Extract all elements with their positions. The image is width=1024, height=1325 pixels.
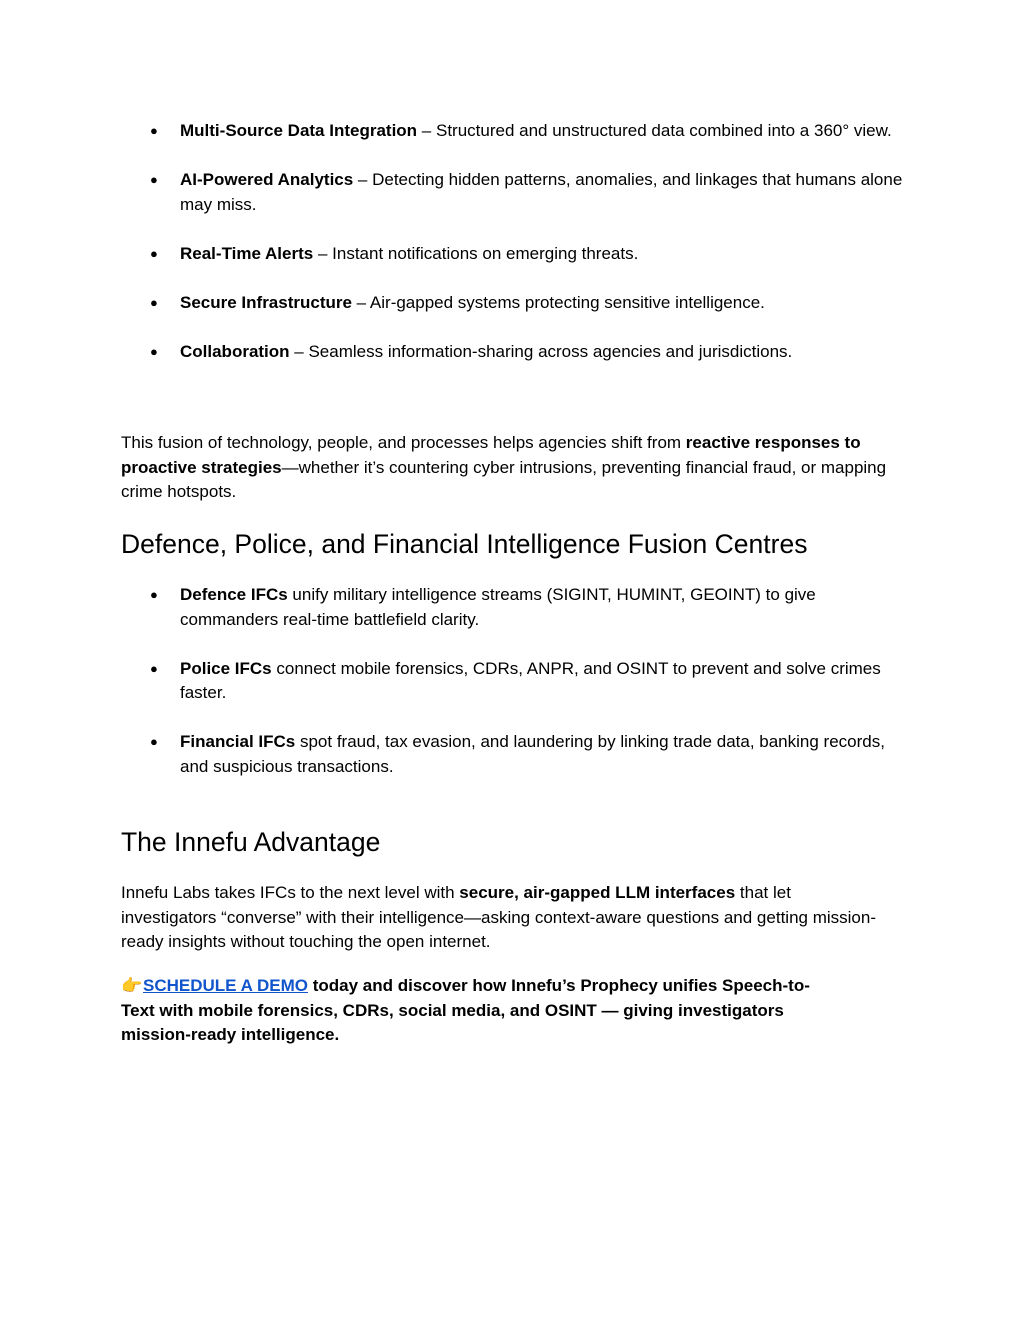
- list-item: [150, 657, 910, 706]
- fusion-paragraph: [121, 431, 911, 505]
- bullet-icon: ●: [150, 734, 158, 749]
- bullet-icon: ●: [150, 245, 158, 261]
- advantage-text-before: Innefu Labs takes IFCs to the next level with: [121, 883, 460, 902]
- bullet-icon: ●: [150, 343, 158, 359]
- feature-title: Multi-Source Data Integration: [180, 121, 418, 140]
- list-item: [150, 730, 910, 779]
- feature-text: – Air-gapped systems protecting sensitive intelligence.: [351, 292, 765, 312]
- advantage-text-after: that let investigators “converse” with their intelligence—asking context-aware questions and getting mission-ready insights without touching the open internet.: [121, 883, 876, 951]
- cta-text: today and discover how Innefu’s Prophecy unifies Speech-to-Text with mobile forensics, CDRs, social media, and OSINT — giving investigators mission-ready intelligence.: [121, 976, 810, 1044]
- fusion-text-after: —whether it’s countering cyber intrusions, preventing financial fraud, or mapping crime hotspots.: [121, 457, 887, 501]
- list-item: [150, 340, 910, 365]
- feature-text: – Detecting hidden patterns, anomalies, and linkages that humans alone may miss.: [180, 170, 903, 214]
- fusion-text-bold: reactive responses to proactive strategies: [121, 433, 861, 477]
- ifc-title: Defence IFCs: [180, 585, 288, 604]
- ifc-text: unify military intelligence streams (SIGINT, HUMINT, GEOINT) to give commanders real-time battlefield clarity.: [180, 585, 816, 629]
- advantage-paragraph: [121, 881, 881, 955]
- list-item: [150, 242, 910, 267]
- cta-paragraph: [121, 974, 841, 1048]
- feature-text: – Instant notifications on emerging threats.: [313, 243, 639, 263]
- list-item: [150, 119, 910, 144]
- pointing-hand-icon: 👉: [121, 976, 143, 995]
- fusion-text-before: This fusion of technology, people, and processes helps agencies shift from: [121, 433, 686, 452]
- bullet-icon: ●: [150, 172, 158, 187]
- feature-text: – Structured and unstructured data combined into a 360° view.: [417, 121, 892, 140]
- ifc-title: Financial IFCs: [180, 732, 296, 751]
- ifc-title: Police IFCs: [180, 658, 272, 678]
- bullet-icon: ●: [150, 587, 158, 602]
- feature-title: Secure Infrastructure: [180, 292, 352, 312]
- ifc-text: connect mobile forensics, CDRs, ANPR, and OSINT to prevent and solve crimes faster.: [180, 658, 881, 702]
- ifc-list: [150, 583, 910, 779]
- schedule-demo-link[interactable]: SCHEDULE A DEMO: [143, 976, 308, 995]
- bullet-icon: ●: [150, 294, 158, 310]
- bullet-icon: ●: [150, 660, 158, 676]
- feature-title: AI-Powered Analytics: [180, 170, 354, 189]
- section-heading-fusion-centres: Defence, Police, and Financial Intelligence Fusion Centres: [121, 529, 808, 559]
- ifc-text: spot fraud, tax evasion, and laundering by linking trade data, banking records, and suspicious transactions.: [180, 732, 885, 776]
- bullet-icon: ●: [150, 123, 158, 138]
- list-item: [150, 168, 910, 217]
- feature-title: Real-Time Alerts: [180, 243, 314, 263]
- feature-text: – Seamless information-sharing across agencies and jurisdictions.: [289, 341, 793, 361]
- section-heading-innefu-advantage: The Innefu Advantage: [121, 827, 381, 857]
- advantage-text-bold: secure, air-gapped LLM interfaces: [459, 883, 736, 902]
- feature-title: Collaboration: [180, 341, 290, 361]
- list-item: [150, 291, 910, 316]
- feature-list: [150, 119, 910, 364]
- list-item: [150, 583, 910, 632]
